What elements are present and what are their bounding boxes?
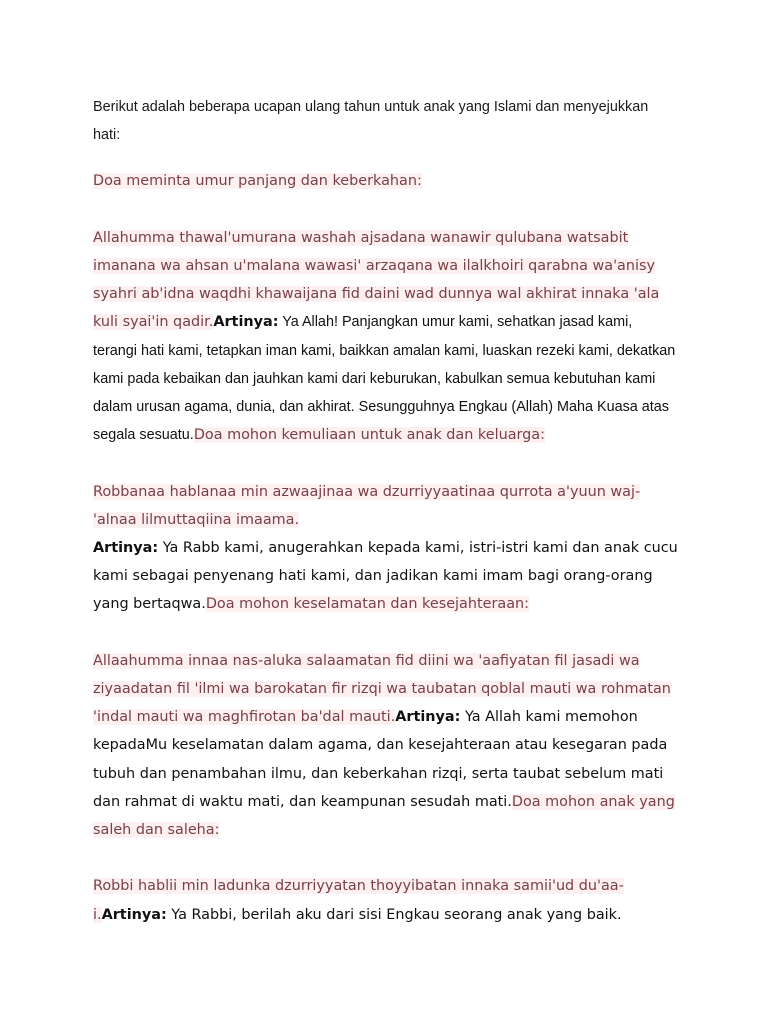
meaning-text: Ya Allah kami memohon kepadaMu keselamatan dalam agama, dan kesejahteraan atau kesegaran pada tubuh dan penambahan ilmu, dan keberkahan rizqi, serta taubat sebelum mati dan rahmat di waktu mati, dan keampunan sesudah mati. <box>93 709 668 810</box>
section-2-body <box>93 478 679 619</box>
meaning-text: Ya Allah! Panjangkan umur kami, sehatkan jasad kami, terangi hati kami, tetapkan iman kami, baikkan amalan kami, luaskan rezeki kami, dekatkan kami pada kebaikan dan jauhkan kami dari keburukan, kabulkan semua kebutuhan kami dalam urusan agama, dunia, dan akhirat. Sesungguhnya Engkau (Allah) Maha Kuasa atas segala sesuatu. <box>93 314 676 444</box>
section-2-heading: Doa mohon kemuliaan untuk anak dan keluarga: <box>193 427 545 444</box>
meaning-text: Ya Rabbi, berilah aku dari sisi Engkau seorang anak yang baik. <box>166 906 622 923</box>
meaning-text: Ya Rabb kami, anugerahkan kepada kami, istri-istri kami dan anak cucu kami sebagai penyenang hati kami, dan jadikan kami imam bagi orang-orang yang bertaqwa. <box>93 540 678 613</box>
section-3-body <box>93 647 679 844</box>
section-4-heading: Doa mohon anak yang saleh dan saleha: <box>93 793 675 839</box>
arabic-text: Allahumma thawal'umurana washah ajsadana wanawir qulubana watsabit imanana wa ahsan u'malana wawasi' arzaqana wa ilalkhoiri qarabna wa'anisy syahri ab'idna waqdhi khawaijana fid daini wad dunnya wal akhirat innaka 'ala kuli syai'in qadir. <box>93 229 660 331</box>
artinya-label: Artinya: <box>213 314 279 331</box>
arabic-text: Robbanaa hablanaa min azwaajinaa wa dzurriyyaatinaa qurrota a'yuun waj-'alnaa lilmuttaqiina imaama. <box>93 483 641 528</box>
spacer <box>93 619 679 647</box>
document-body <box>93 93 679 929</box>
artinya-label: Artinya: <box>93 540 159 557</box>
arabic-text: Allaahumma innaa nas-aluka salaamatan fid diini wa 'aafiyatan fil jasadi wa ziyaadatan fil 'ilmi wa barokatan fir rizqi wa taubatan qoblal mauti wa rohmatan 'indal mauti wa maghfirotan ba'dal mauti. <box>93 652 671 726</box>
spacer <box>93 844 679 872</box>
arabic-text: Robbi hablii min ladunka dzurriyyatan thoyyibatan innaka samii'ud du'aa-i. <box>93 878 624 923</box>
artinya-label: Artinya: <box>395 709 461 726</box>
spacer <box>93 196 679 224</box>
section-3-heading: Doa mohon keselamatan dan kesejahteraan: <box>205 596 530 613</box>
spacer <box>93 149 679 167</box>
intro-paragraph: Berikut adalah beberapa ucapan ulang tahun untuk anak yang Islami dan menyejukkan hati: <box>93 99 649 144</box>
spacer <box>93 449 679 477</box>
section-1-heading <box>93 167 679 195</box>
section-heading: Doa meminta umur panjang dan keberkahan: <box>93 173 422 190</box>
artinya-label: Artinya: <box>101 906 167 923</box>
section-1-body <box>93 224 679 450</box>
section-4-body <box>93 872 679 928</box>
